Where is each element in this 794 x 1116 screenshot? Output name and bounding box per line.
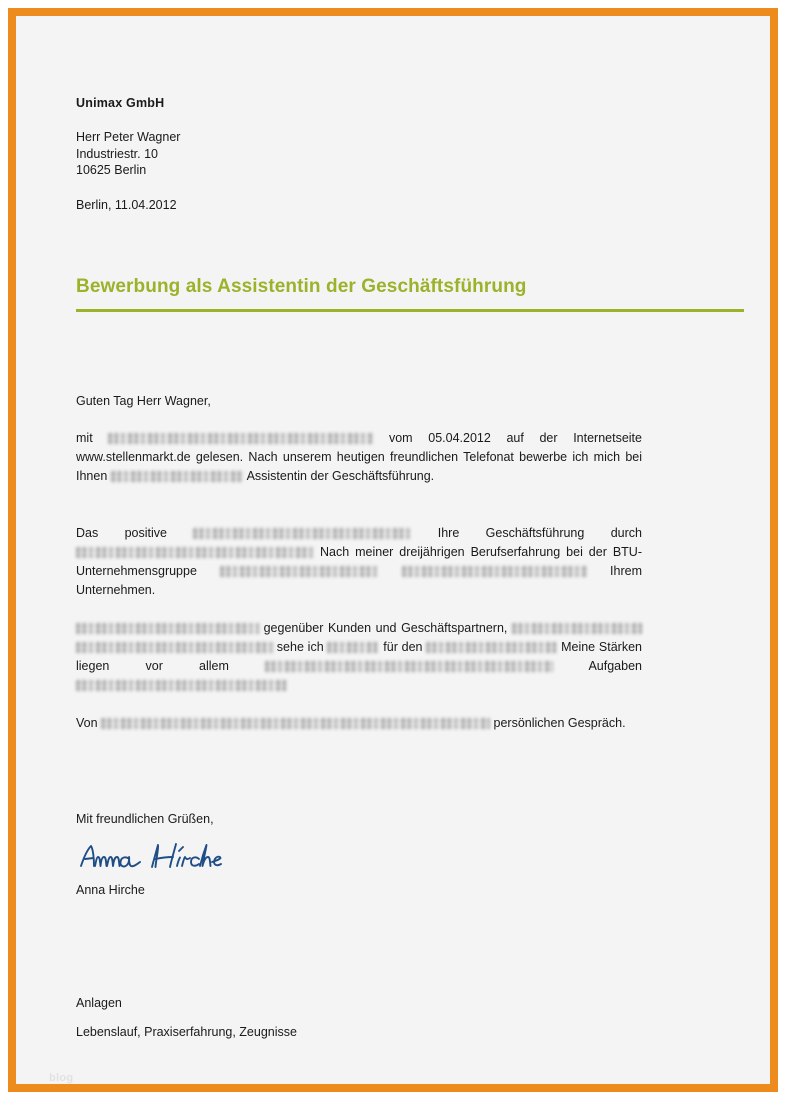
paragraph2-segment-1: Das positive <box>76 526 167 540</box>
paragraph3-segment-3: für den <box>383 640 423 654</box>
salutation: Guten Tag Herr Wagner, <box>76 394 211 408</box>
recipient-address-block <box>76 129 180 179</box>
letter-paragraph-4 <box>76 714 642 733</box>
redacted-text-block <box>402 566 587 577</box>
closing-line: Mit freundlichen Grüßen, <box>76 812 214 826</box>
letter-sheet <box>16 16 770 1084</box>
paragraph2-segment-4: Ihrem Unternehmen. <box>76 564 642 597</box>
recipient-street: Industriestr. 10 <box>76 146 158 161</box>
letter-date: Berlin, 11.04.2012 <box>76 198 177 212</box>
redacted-text-block <box>265 661 553 672</box>
page-border-frame <box>8 8 778 1092</box>
redacted-text-block <box>426 642 557 653</box>
watermark-label: blog <box>49 1072 74 1084</box>
signer-name: Anna Hirche <box>76 883 145 897</box>
handwritten-signature <box>78 836 228 878</box>
paragraph1-segment-1: mit <box>76 431 93 445</box>
redacted-text-block <box>76 642 273 653</box>
paragraph3-segment-1: gegenüber Kunden und Geschäftspartnern, <box>263 621 508 635</box>
subject-heading-block <box>76 274 744 312</box>
redacted-text-block <box>327 642 379 653</box>
paragraph2-segment-2: Ihre Geschäftsführung durch <box>437 526 642 540</box>
paragraph3-segment-2: sehe ich <box>276 640 324 654</box>
redacted-text-block <box>76 680 287 691</box>
redacted-text-block <box>220 566 378 577</box>
redacted-text-block <box>76 623 259 634</box>
paragraph3-segment-5: Aufgaben <box>588 659 642 673</box>
attachments-title: Anlagen <box>76 996 122 1010</box>
paragraph1-segment-3: Assistentin der Geschäftsführung. <box>246 469 435 483</box>
paragraph4-segment-2: persönlichen Gespräch. <box>493 716 626 730</box>
redacted-text-block <box>76 547 314 558</box>
subject-divider-rule <box>76 309 744 312</box>
letter-paragraph-1 <box>76 429 642 486</box>
redacted-text-block <box>193 528 411 539</box>
recipient-city: 10625 Berlin <box>76 163 147 177</box>
redacted-text-block <box>512 623 642 634</box>
company-name: Unimax GmbH <box>76 96 165 110</box>
letter-paragraph-3 <box>76 619 642 695</box>
redacted-text-block <box>101 718 490 729</box>
paragraph3-segment-4: Meine Stärken liegen vor allem <box>76 640 643 673</box>
paragraph4-segment-1: Von <box>76 716 98 730</box>
redacted-text-block <box>108 433 373 444</box>
paragraph2-segment-3: Nach meiner dreijährigen Berufserfahrung bei der BTU-Unternehmensgruppe <box>76 545 642 578</box>
subject-title: Bewerbung als Assistentin der Geschäftsführung <box>76 276 527 297</box>
letter-paragraph-2 <box>76 524 642 600</box>
recipient-name: Herr Peter Wagner <box>76 130 181 144</box>
paragraph1-segment-2: vom 05.04.2012 auf der Internetseite www.stellenmarkt.de gelesen. Nach unserem heutigen freundlichen Telefonat bewerbe ich mich bei Ihnen <box>76 431 642 483</box>
attachments-list: Lebenslauf, Praxiserfahrung, Zeugnisse <box>76 1025 297 1039</box>
redacted-text-block <box>111 471 244 482</box>
